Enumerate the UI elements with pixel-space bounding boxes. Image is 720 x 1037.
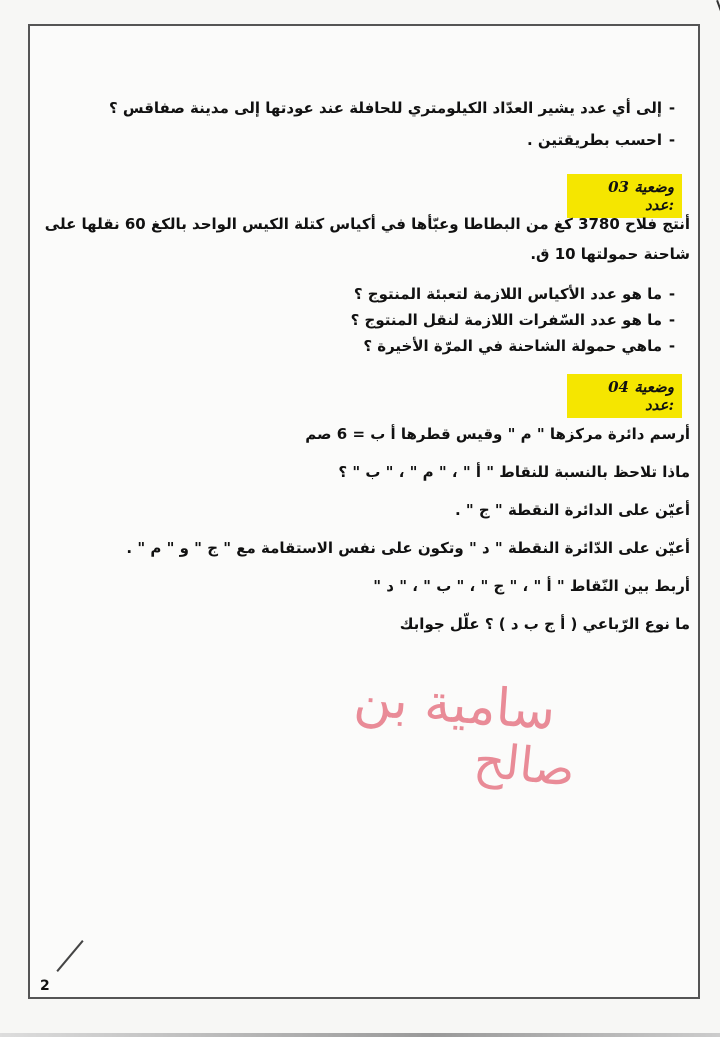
ex3-question-2: - ما هو عدد السّفرات اللازمة لنقل المنتوج ؟ <box>351 310 682 330</box>
ex3-question-1: - ما هو عدد الأكياس اللازمة لتعبئة المنتوج ؟ <box>354 284 682 304</box>
ex4-line-5: أربط بين النّقاط " أ " ، " ج " ، " ب " ، " د " <box>373 577 690 595</box>
ex4-label: وضعية 04 :عدد <box>567 374 682 418</box>
ex3-question-3: - ماهي حمولة الشاحنة في المرّة الأخيرة ؟ <box>363 336 682 356</box>
ex2-question-2: - احسب بطريقتين . <box>527 130 682 150</box>
paper-bottom-edge <box>0 1033 720 1037</box>
ex4-line-1: أرسم دائرة مركزها " م " وقيس قطرها أ ب = 6 صم <box>305 425 690 443</box>
ex4-line-3: أعيّن على الدائرة النقطة " ج " . <box>454 501 690 519</box>
author-signature <box>255 668 585 815</box>
ex3-statement-line2: شاحنة حمولتها 10 ق. <box>530 245 690 263</box>
ex2-question-1: - إلى أي عدد يشير العدّاد الكيلومتري للحافلة عند عودتها إلى مدينة صفاقس ؟ <box>109 98 682 118</box>
signature-line-1: سامية بن <box>351 668 557 742</box>
signature-line-2: صالح <box>471 731 578 799</box>
ex4-line-4: أعيّن على الدّائرة النقطة " د " وتكون على نفس الاستقامة مع " ج " و " م " . <box>126 539 690 557</box>
ex4-line-2: ماذا تلاحظ بالنسبة للنقاط " أ " ، " م " ، " ب " ؟ <box>338 463 690 481</box>
ex3-statement-line1: أنتج فلاح 3780 كغ من البطاطا وعبّأها في أكياس كتلة الكيس الواحد بالكغ 60 نقلها على <box>44 215 690 233</box>
ex4-line-6: ما نوع الرّباعي ( أ ج ب د ) ؟ علّل جوابك <box>399 615 690 633</box>
ex3-label: وضعية 03 :عدد <box>567 174 682 218</box>
page-number: 2 <box>40 978 50 994</box>
